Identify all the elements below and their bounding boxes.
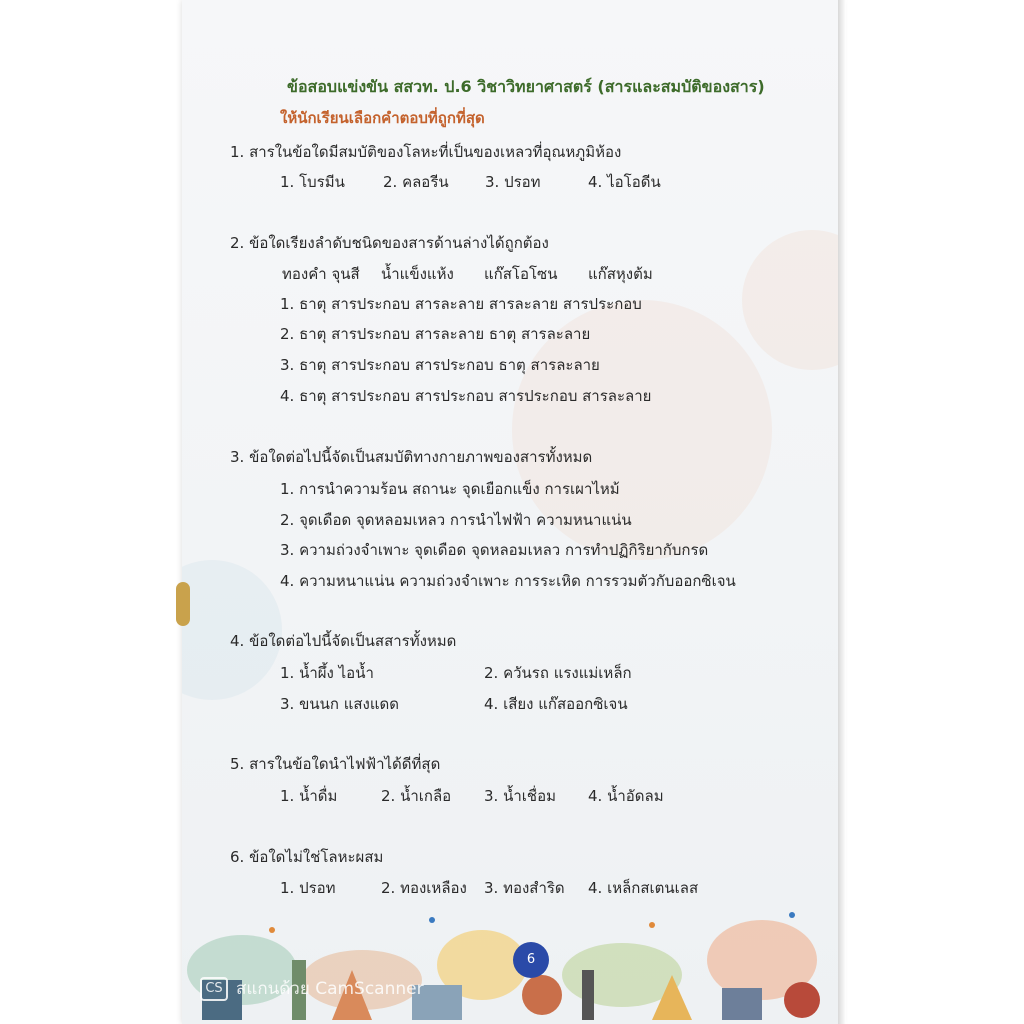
q1-option-1: 1. โบรมีน [280,173,345,191]
question-3: 3. ข้อใดต่อไปนี้จัดเป็นสมบัติทางกายภาพของสารทั้งหมด [230,448,593,466]
q5-option-3: 3. น้ำเชื่อม [484,787,556,805]
q2-option-2: 2. ธาตุ สารประกอบ สารละลาย ธาตุ สารละลาย [280,325,591,343]
question-5: 5. สารในข้อใดนำไฟฟ้าได้ดีที่สุด [230,755,441,773]
page-number-badge: 6 [513,942,549,978]
q1-option-4: 4. ไอโอดีน [588,173,661,191]
page-title: ข้อสอบแข่งขัน สสวท. ป.6 วิชาวิทยาศาสตร์ (สารและสมบัติของสาร) [287,77,765,96]
q5-option-2: 2. น้ำเกลือ [381,787,452,805]
page-edge [838,0,846,1024]
camscanner-text: สแกนด้วย CamScanner [236,979,424,999]
question-4: 4. ข้อใดต่อไปนี้จัดเป็นสสารทั้งหมด [230,632,457,650]
q6-option-3: 3. ทองสำริด [484,879,565,897]
q3-option-2: 2. จุดเดือด จุดหลอมเหลว การนำไฟฟ้า ความหนาแน่น [280,511,632,529]
question-6: 6. ข้อใดไม่ใช่โลหะผสม [230,848,384,866]
q6-option-1: 1. ปรอท [280,879,336,897]
q3-option-3: 3. ความถ่วงจำเพาะ จุดเดือด จุดหลอมเหลว การทำปฏิกิริยากับกรด [280,541,709,559]
q3-option-4: 4. ความหนาแน่น ความถ่วงจำเพาะ การระเหิด การรวมตัวกับออกซิเจน [280,572,736,590]
question-1: 1. สารในข้อใดมีสมบัติของโลหะที่เป็นของเหลวที่อุณหภูมิห้อง [230,143,622,161]
q4-option-4: 4. เสียง แก๊สออกซิเจน [484,695,628,713]
q2-item-4: แก๊สหุงต้ม [588,265,653,283]
science-illustration-border [182,900,842,1024]
q6-option-4: 4. เหล็กสเตนเลส [588,879,699,897]
q3-option-1: 1. การนำความร้อน สถานะ จุดเยือกแข็ง การเผาไหม้ [280,480,620,498]
q2-option-4: 4. ธาตุ สารประกอบ สารประกอบ สารประกอบ สารละลาย [280,387,652,405]
watermark-circle [742,230,842,370]
instruction: ให้นักเรียนเลือกคำตอบที่ถูกที่สุด [280,109,485,127]
q2-item-3: แก๊สโอโซน [484,265,558,283]
question-2: 2. ข้อใดเรียงลำดับชนิดของสารด้านล่างได้ถูกต้อง [230,234,549,252]
q1-option-2: 2. คลอรีน [383,173,449,191]
q1-option-3: 3. ปรอท [485,173,541,191]
q2-option-3: 3. ธาตุ สารประกอบ สารประกอบ ธาตุ สารละลาย [280,356,600,374]
q4-option-3: 3. ขนนก แสงแดด [280,695,399,713]
camscanner-watermark [200,975,424,1002]
q2-option-1: 1. ธาตุ สารประกอบ สารละลาย สารละลาย สารประกอบ [280,295,642,313]
q5-option-4: 4. น้ำอัดลม [588,787,664,805]
binder-clip [176,582,190,626]
q2-item-2: น้ำแข็งแห้ง [381,265,454,283]
q4-option-2: 2. ควันรถ แรงแม่เหล็ก [484,664,632,682]
q4-option-1: 1. น้ำผึ้ง ไอน้ำ [280,664,374,682]
q2-item-1: ทองคำ จุนสี [282,265,360,283]
q5-option-1: 1. น้ำดื่ม [280,787,338,805]
camscanner-logo-icon: CS [200,977,228,1001]
q6-option-2: 2. ทองเหลือง [381,879,467,897]
